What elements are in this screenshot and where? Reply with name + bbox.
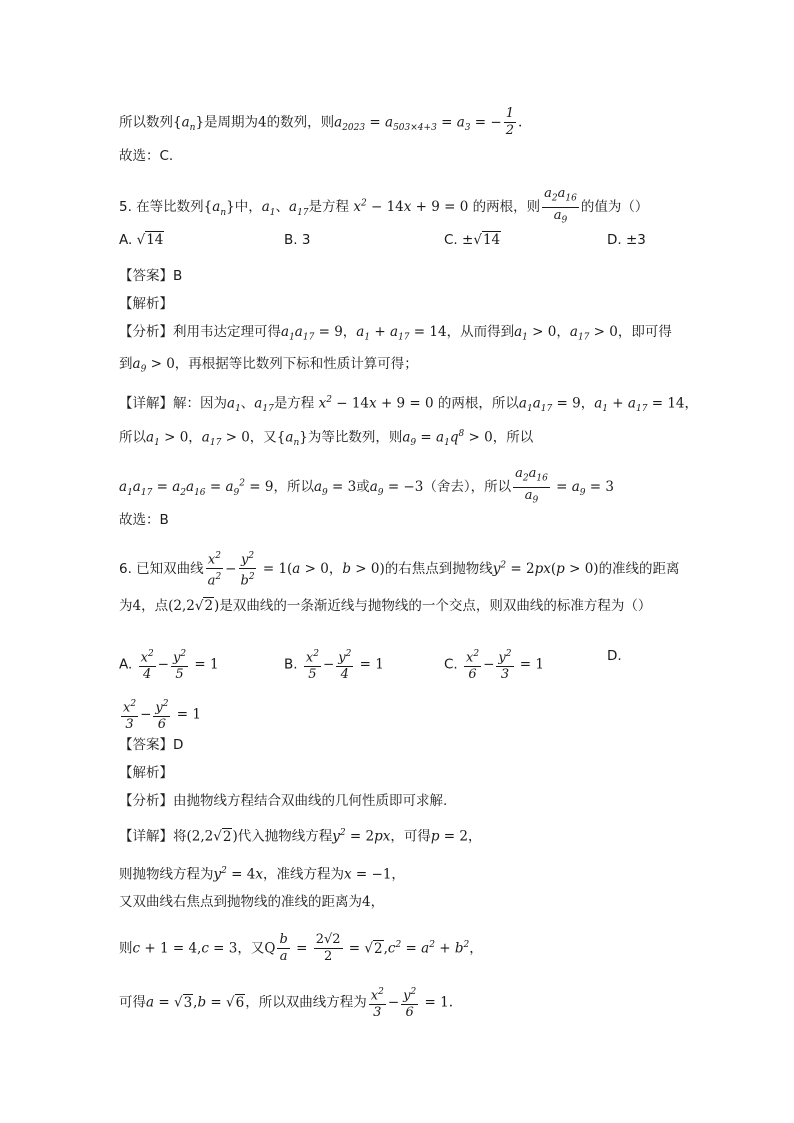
q6-option-d-label: D. [607,648,622,664]
text-line-2: 故选：C. [119,148,174,164]
fraction: $\frac{1}{2}$ [505,106,514,138]
fenxi-6: 【分析】由抛物线方程结合双曲线的几何性质即可求解. [119,793,448,809]
detail-6-line1: 【详解】将(2,2√2)代入抛物线方程$y^2 = 2px$，可得p = 2， [119,828,482,845]
detail-5-line2: 所以$a_1 > 0$，$a_{17} > 0$，又$\{a_n\}$为等比数列，则$a_9 = a_1q^8 > 0$，所以 [119,429,534,449]
text: 4 [258,114,267,131]
q6-option-b: B. $\frac{x^2}{5}$ − $\frac{y^2}{4}$ = 1 [284,646,384,683]
q6-option-d: $\frac{x^2}{3}$ − $\frac{y^2}{6}$ = 1 [119,696,201,733]
question-6-line2: 为4，点(2,2√2)是双曲线的一条渐近线与抛物线的一个交点，则双曲线的标准方程为（） [119,598,652,614]
option-c: C. ±√14 [444,232,501,248]
detail-6-line4: 则c + 1 = 4,c = 3，又Q $\frac{b}{a}$ = $\frac{2√2}{2}$ = $√2,c^2 = a^2 + b^2$， [119,932,483,964]
analysis-head-6: 【解析】 [119,765,173,781]
detail-6-line3: 又双曲线右焦点到抛物线的准线的距离为4， [119,894,385,910]
q6-option-a: A. $\frac{x^2}{4}$ − $\frac{y^2}{5}$ = 1 [119,646,219,683]
detail-6-line2: 则抛物线方程为$y^2 = 4x$，准线方程为x = −1， [119,866,405,883]
answer-6: 【答案】D [119,737,184,753]
text-line-1: 所以数列$\{a_n\}$是周期为4的数列，则$a_{2023} = a_{503\times 4+3} = a_3$ = − $\frac{1}{2}$ . [119,106,523,138]
detail-5-line3: $a_1a_{17} = a_2a_{16} = a_9^2 = 9$，所以$a_9 = 3$或$a_9 = -3$（舍去），所以 $\frac{a_2a_{16}}{a_9}$ = $a_9 = 3$ [119,466,614,506]
question-6-line1: 6. 已知双曲线 $\frac{x^2}{a^2}$ − $\frac{y^2}{b^2}$ = 1(a > 0，b > 0)的右焦点到抛物线$y^2 = 2px(p > 0)$的准线的距离 [119,548,680,590]
detail-5-line1: 【详解】解：因为$a_1$、$a_{17}$是方程 $x^2 - 14x + 9 = 0$ 的两根，所以$a_1a_{17} = 9$，$a_1 + a_{17} = 14$， [119,395,699,415]
detail-6-line5: 可得a = √3,b = √6，所以双曲线方程为 $\frac{x^2}{3}$ − $\frac{y^2}{6}$ = 1. [119,984,453,1021]
option-a: A. √14 [119,232,164,248]
text: 所以数列 [119,114,173,131]
fenxi-5-line1: 【分析】利用韦达定理可得$a_1a_{17} = 9$，$a_1 + a_{17} = 14$，从而得到$a_1 > 0$，$a_{17} > 0$，即可得 [119,324,672,343]
answer-5: 【答案】B [119,268,183,284]
text: 是周期为 [204,114,259,131]
analysis-head-5: 【解析】 [119,296,173,312]
question-5: 5. 在等比数列$\{a_n\}$中，$a_1$、$a_{17}$是方程 $x^2 - 14x + 9 = 0$ 的两根，则 $\frac{a_2a_{16}}{a_9}$ 的值为（） [119,186,649,226]
q6-option-c: C. $\frac{x^2}{6}$ − $\frac{y^2}{3}$ = 1 [444,646,544,683]
text: 的数列，则 [266,114,335,131]
choose-5: 故选：B [119,512,169,528]
option-b: B. 3 [284,232,311,248]
fenxi-5-line2: 到$a_9 > 0$，再根据等比数列下标和性质计算可得； [119,356,418,375]
option-d: D. ±3 [607,232,646,248]
